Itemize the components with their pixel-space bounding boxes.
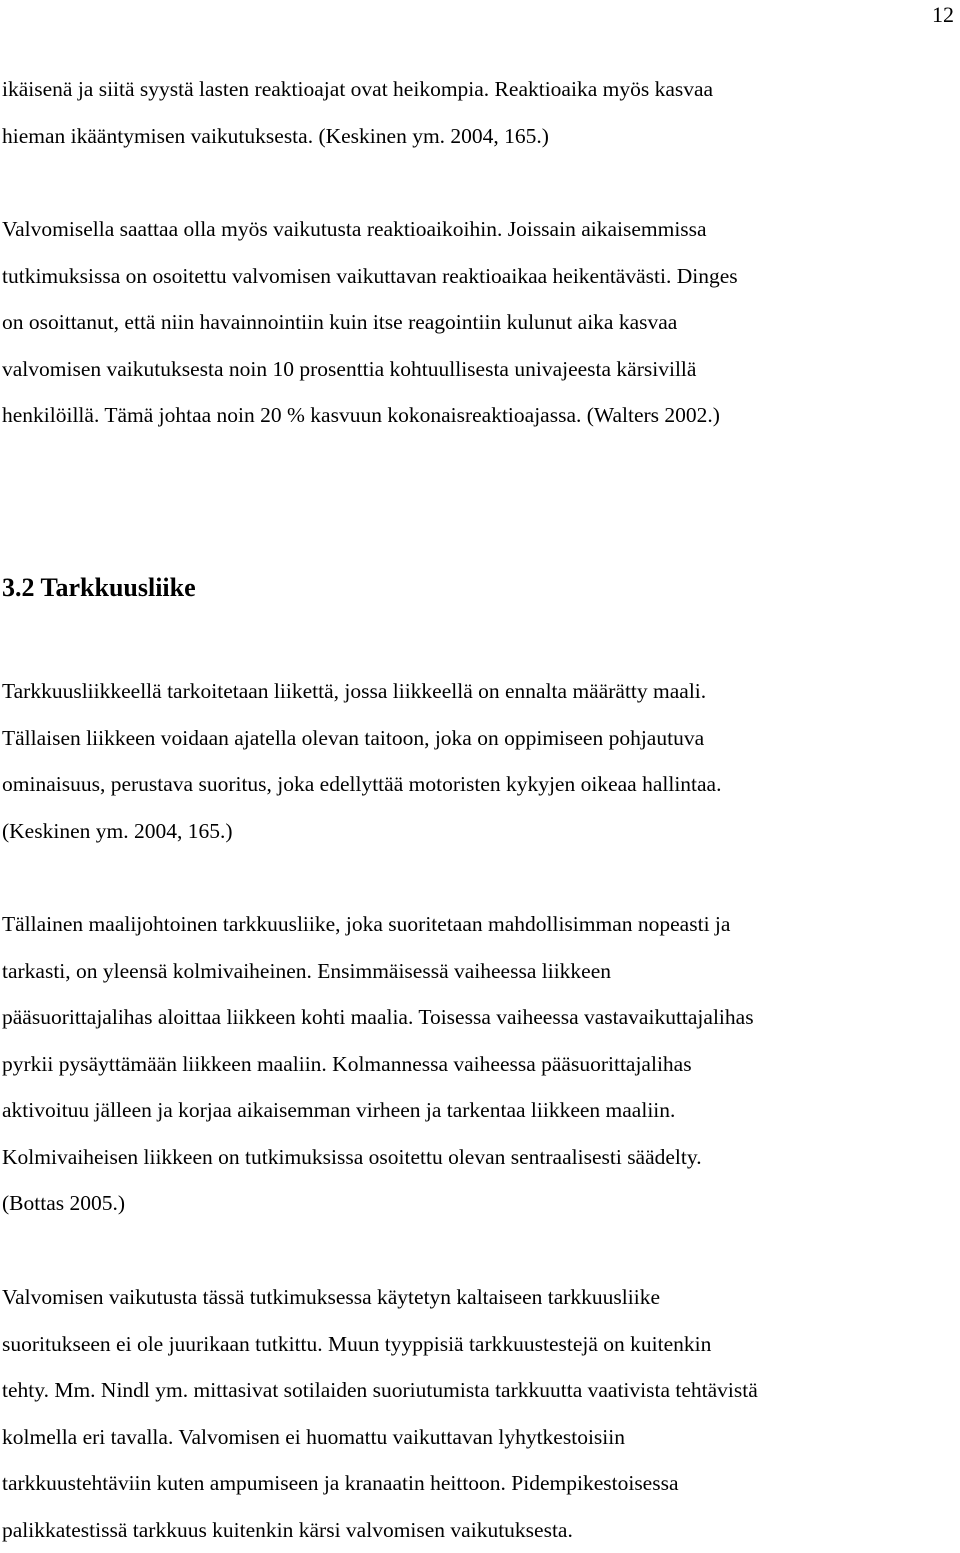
text-line: palikkatestissä tarkkuus kuitenkin kärsi valvomisen vaikutuksesta. <box>2 1507 958 1553</box>
text-line: Tällaisen liikkeen voidaan ajatella olevan taitoon, joka on oppimiseen pohjautuva <box>2 715 958 762</box>
text-line: Kolmivaiheisen liikkeen on tutkimuksissa osoitettu olevan sentraalisesti säädelty. <box>2 1134 958 1181</box>
text-line: valvomisen vaikutuksesta noin 10 prosenttia kohtuullisesta univajeesta kärsivillä <box>2 346 958 393</box>
text-line: (Keskinen ym. 2004, 165.) <box>2 808 958 855</box>
paragraph-sleep-deprivation <box>2 206 958 439</box>
text-line: kolmella eri tavalla. Valvomisen ei huomattu vaikuttavan lyhytkestoisiin <box>2 1414 958 1461</box>
text-line: suoritukseen ei ole juurikaan tutkittu. Muun tyyppisiä tarkkuustestejä on kuitenkin <box>2 1321 958 1368</box>
page-number: 12 <box>932 2 954 28</box>
text-line: pyrkii pysäyttämään liikkeen maaliin. Kolmannessa vaiheessa pääsuorittajalihas <box>2 1041 958 1088</box>
text-line: tarkasti, on yleensä kolmivaiheinen. Ensimmäisessä vaiheessa liikkeen <box>2 948 958 995</box>
text-line: tutkimuksissa on osoitettu valvomisen vaikuttavan reaktioaikaa heikentävästi. Dinges <box>2 253 958 300</box>
paragraph-accuracy-definition <box>2 668 958 854</box>
text-line: ikäisenä ja siitä syystä lasten reaktioajat ovat heikompia. Reaktioaika myös kasvaa <box>2 66 958 113</box>
text-line: on osoittanut, että niin havainnointiin kuin itse reagointiin kulunut aika kasvaa <box>2 299 958 346</box>
text-line: ominaisuus, perustava suoritus, joka edellyttää motoristen kykyjen oikeaa hallintaa. <box>2 761 958 808</box>
text-line: Tarkkuusliikkeellä tarkoitetaan liikettä, jossa liikkeellä on ennalta määrätty maali. <box>2 668 958 715</box>
text-line: tehty. Mm. Nindl ym. mittasivat sotilaiden suoriutumista tarkkuutta vaativista tehtävistä <box>2 1367 958 1414</box>
text-line: hieman ikääntymisen vaikutuksesta. (Keskinen ym. 2004, 165.) <box>2 113 958 160</box>
paragraph-three-phase-movement <box>2 901 958 1227</box>
text-line: aktivoituu jälleen ja korjaa aikaisemman virheen ja tarkentaa liikkeen maaliin. <box>2 1087 958 1134</box>
text-line: Tällainen maalijohtoinen tarkkuusliike, joka suoritetaan mahdollisimman nopeasti ja <box>2 901 958 948</box>
text-line: pääsuorittajalihas aloittaa liikkeen kohti maalia. Toisessa vaiheessa vastavaikuttajalihas <box>2 994 958 1041</box>
text-line: Valvomisen vaikutusta tässä tutkimuksessa käytetyn kaltaiseen tarkkuusliike <box>2 1274 958 1321</box>
paragraph-accuracy-research <box>2 1274 958 1553</box>
text-line: (Bottas 2005.) <box>2 1180 958 1227</box>
paragraph-reaction-age <box>2 66 958 159</box>
text-line: Valvomisella saattaa olla myös vaikutusta reaktioaikoihin. Joissain aikaisemmissa <box>2 206 958 253</box>
text-line: tarkkuustehtäviin kuten ampumiseen ja kranaatin heittoon. Pidempikestoisessa <box>2 1460 958 1507</box>
text-line: henkilöillä. Tämä johtaa noin 20 % kasvuun kokonaisreaktioajassa. (Walters 2002.) <box>2 392 958 439</box>
section-heading: 3.2 Tarkkuusliike <box>2 568 196 608</box>
